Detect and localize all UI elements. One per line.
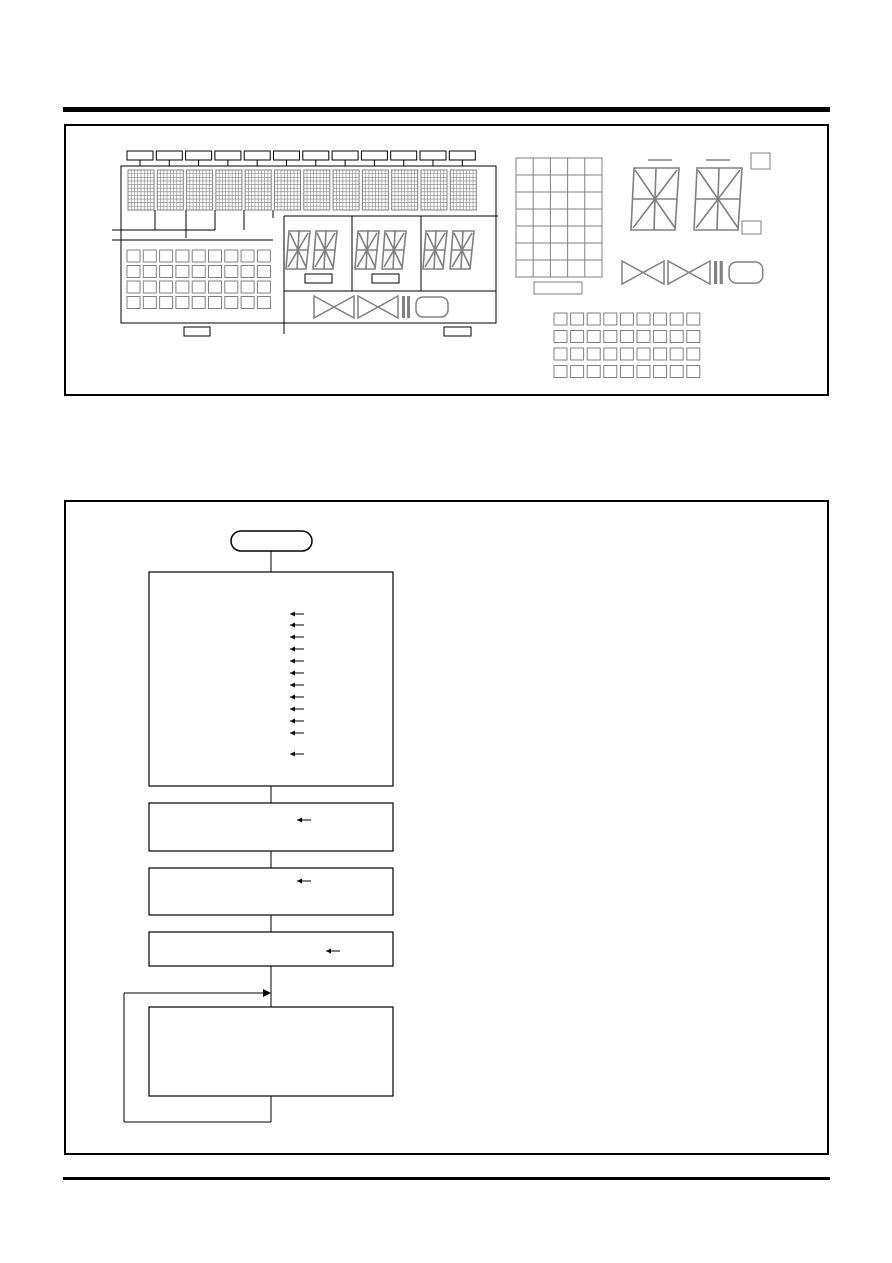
arrowhead	[290, 695, 295, 700]
segment	[454, 233, 462, 250]
icon-row	[622, 261, 763, 284]
segment	[718, 170, 740, 199]
key-cell	[571, 348, 584, 360]
arrowhead	[290, 731, 295, 736]
key-cell	[654, 331, 667, 343]
key-cell	[241, 266, 254, 278]
key-cell	[192, 281, 205, 293]
segment	[633, 199, 655, 228]
segment	[462, 250, 470, 267]
footer-rule	[63, 1177, 830, 1180]
triangle-right-icon	[668, 261, 689, 284]
step-2	[149, 868, 393, 915]
flowchart-diagram	[66, 502, 827, 1153]
segment	[290, 233, 298, 250]
segment	[394, 250, 402, 267]
segment	[655, 170, 677, 199]
key-cell	[143, 266, 156, 278]
loop-arrowhead	[263, 989, 271, 997]
start-terminal	[231, 531, 312, 551]
key-cell	[160, 297, 173, 309]
key-cell	[687, 366, 700, 378]
arrowhead	[297, 879, 302, 884]
bar-icon	[720, 261, 723, 284]
alnum-digit	[313, 231, 337, 269]
large-alnum-digit	[694, 168, 742, 230]
block-label-box	[186, 151, 212, 160]
icon-row	[314, 296, 448, 318]
header-rule	[63, 107, 830, 112]
segment	[317, 233, 325, 250]
block-label-box	[449, 151, 475, 160]
step-1	[149, 803, 393, 851]
key-cell	[654, 348, 667, 360]
triangle-left-icon	[643, 261, 664, 284]
key-cell	[587, 366, 600, 378]
key-cell	[160, 266, 173, 278]
key-cell	[587, 348, 600, 360]
segment	[655, 199, 675, 228]
segment	[427, 233, 435, 250]
block-label-box	[420, 151, 446, 160]
key-cell	[604, 348, 617, 360]
key-cell	[554, 348, 567, 360]
alnum-digit	[450, 231, 474, 269]
dot-matrix-frame	[516, 158, 602, 277]
arrowhead	[290, 707, 295, 712]
label-box	[372, 274, 399, 283]
block-label-box	[215, 151, 241, 160]
key-cell	[670, 313, 683, 325]
key-cell	[176, 266, 189, 278]
key-cell	[225, 297, 238, 309]
key-cell	[670, 331, 683, 343]
key-cell	[620, 331, 633, 343]
key-cell	[571, 313, 584, 325]
key-cell	[225, 250, 238, 262]
key-cell	[587, 331, 600, 343]
block-label-box	[391, 151, 417, 160]
key-cell	[620, 366, 633, 378]
key-cell	[571, 331, 584, 343]
key-cell	[241, 281, 254, 293]
block-label-box	[332, 151, 358, 160]
key-cell	[687, 313, 700, 325]
key-cell	[209, 250, 222, 262]
block-label-box	[156, 151, 182, 160]
key-cell	[687, 331, 700, 343]
arrowhead	[290, 635, 295, 640]
arrowhead	[290, 659, 295, 664]
key-cell	[176, 281, 189, 293]
segment	[635, 170, 655, 199]
rounded-rect-icon	[729, 262, 763, 283]
key-cell	[654, 366, 667, 378]
key-cell	[127, 266, 140, 278]
key-cell	[209, 281, 222, 293]
bar-icon	[402, 296, 405, 318]
key-cell	[637, 366, 650, 378]
key-cell	[687, 348, 700, 360]
key-cell	[127, 297, 140, 309]
triangle-left-icon	[689, 261, 710, 284]
key-cell	[143, 250, 156, 262]
key-cell	[176, 250, 189, 262]
key-cell	[143, 281, 156, 293]
key-cell	[127, 281, 140, 293]
arrowhead	[290, 719, 295, 724]
loop-block	[149, 1007, 393, 1096]
key-cell	[554, 331, 567, 343]
arrowhead	[290, 683, 295, 688]
init-block	[149, 572, 393, 786]
key-cell	[160, 250, 173, 262]
key-cell	[225, 281, 238, 293]
key-cell	[670, 366, 683, 378]
triangle-right-icon	[358, 296, 378, 318]
key-cell	[257, 266, 270, 278]
key-cell	[620, 348, 633, 360]
key-cell	[257, 250, 270, 262]
arrowhead	[290, 612, 295, 617]
block-label-box	[361, 151, 387, 160]
block-label-box	[127, 151, 153, 160]
alnum-digit	[286, 231, 310, 269]
block-label-box	[303, 151, 329, 160]
arrowhead	[290, 623, 295, 628]
large-alnum-digit	[631, 168, 679, 230]
key-cell	[654, 313, 667, 325]
segment	[718, 199, 738, 228]
block-label-box	[244, 151, 270, 160]
key-cell	[637, 313, 650, 325]
key-cell	[257, 281, 270, 293]
key-cell	[209, 297, 222, 309]
block-label-box	[274, 151, 300, 160]
key-cell	[257, 297, 270, 309]
key-cell	[143, 297, 156, 309]
label-box	[534, 282, 582, 294]
arrowhead	[290, 647, 295, 652]
segment	[698, 170, 718, 199]
bar-icon	[714, 261, 717, 284]
key-cell	[587, 313, 600, 325]
arrowhead	[297, 818, 302, 823]
key-cell	[637, 348, 650, 360]
rounded-rect-icon	[416, 297, 448, 317]
segment	[325, 250, 333, 267]
key-cell	[571, 366, 584, 378]
alnum-digit	[355, 231, 379, 269]
indicator-box	[751, 153, 770, 169]
key-cell	[620, 313, 633, 325]
key-cell	[637, 331, 650, 343]
key-cell	[209, 266, 222, 278]
key-cell	[670, 348, 683, 360]
segment	[386, 233, 394, 250]
key-cell	[225, 266, 238, 278]
key-cell	[241, 250, 254, 262]
step-3	[149, 932, 393, 966]
triangle-right-icon	[622, 261, 643, 284]
label-box	[444, 327, 471, 336]
key-cell	[554, 313, 567, 325]
key-cell	[160, 281, 173, 293]
display-figure-panel	[64, 124, 829, 396]
alnum-digit	[382, 231, 406, 269]
segment	[298, 250, 306, 267]
arrowhead	[326, 949, 331, 954]
key-cell	[604, 313, 617, 325]
key-cell	[192, 250, 205, 262]
indicator-box	[742, 221, 761, 234]
bar-icon	[407, 296, 410, 318]
segment	[367, 250, 375, 267]
label-box	[184, 327, 210, 336]
triangle-left-icon	[334, 296, 354, 318]
segment	[435, 250, 443, 267]
key-cell	[604, 366, 617, 378]
key-cell	[554, 366, 567, 378]
key-cell	[192, 266, 205, 278]
display-diagram	[66, 126, 827, 394]
segment	[696, 199, 718, 228]
arrowhead	[290, 752, 295, 757]
triangle-right-icon	[314, 296, 334, 318]
alnum-digit	[423, 231, 447, 269]
key-cell	[127, 250, 140, 262]
key-cell	[192, 297, 205, 309]
segment	[359, 233, 367, 250]
flowchart-panel	[64, 500, 829, 1155]
key-cell	[176, 297, 189, 309]
label-box	[305, 274, 332, 283]
key-cell	[604, 331, 617, 343]
arrowhead	[290, 671, 295, 676]
key-cell	[241, 297, 254, 309]
triangle-left-icon	[378, 296, 398, 318]
